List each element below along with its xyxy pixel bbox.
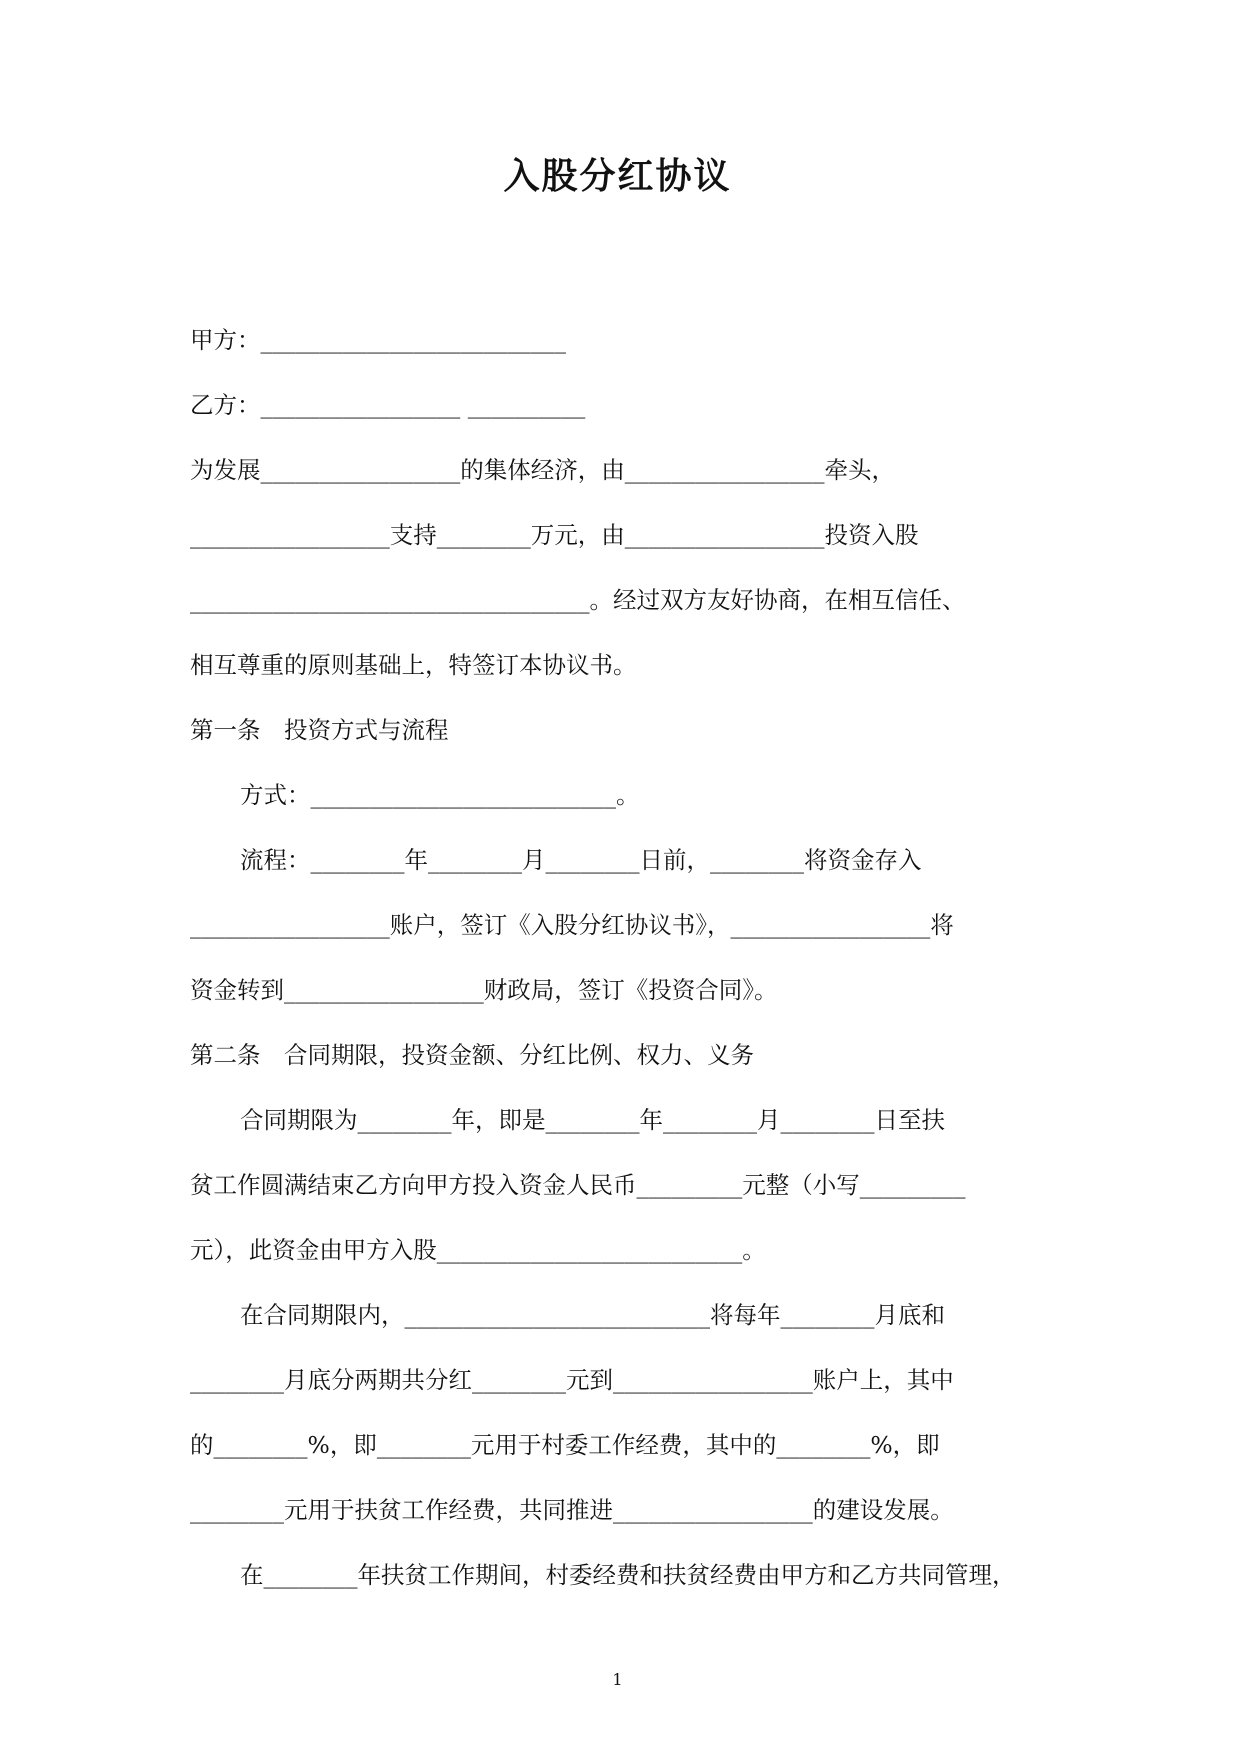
page-number: 1 — [612, 1670, 623, 1689]
article-1-process-line-2: _________________账户，签订《入股分红协议书》，_________________将 — [190, 911, 954, 939]
preamble-line-1: 为发展_________________的集体经济，由_________________牵头， — [190, 456, 895, 484]
article-2-dividend-line-4: ________元用于扶贫工作经费，共同推进_________________的建设发展。 — [190, 1496, 954, 1524]
article-2-dividend-line-1: 在合同期限内，__________________________将每年________月底和 — [240, 1301, 945, 1329]
article-2-management-line-1: 在________年扶贫工作期间，村委经费和扶贫经费由甲方和乙方共同管理， — [240, 1561, 1016, 1589]
document-body — [190, 308, 1050, 1608]
article-2-dividend-line-3: 的________%，即________元用于村委工作经费，其中的________%，即 — [190, 1431, 940, 1459]
article-2-dividend-line-2: ________月底分两期共分红________元到_________________账户上，其中 — [190, 1366, 954, 1394]
article-1-process-line-1: 流程：________年________月________日前，________将资金存入 — [240, 846, 922, 874]
article-2-term-line-2: 贫工作圆满结束乙方向甲方投入资金人民币_________元整（小写_________ — [190, 1171, 966, 1199]
preamble-line-2: _________________支持________万元，由_________________投资入股 — [190, 521, 919, 549]
article-2-heading: 第二条 合同期限，投资金额、分红比例、权力、义务 — [190, 1041, 754, 1069]
preamble-line-3: __________________________________。经过双方友好协商，在相互信任、 — [190, 586, 966, 614]
article-1-process-line-3: 资金转到_________________财政局，签订《投资合同》。 — [190, 976, 778, 1004]
document-title: 入股分红协议 — [503, 155, 732, 197]
article-2-term-line-3: 元），此资金由甲方入股__________________________。 — [190, 1236, 766, 1264]
party-a-line: 甲方：__________________________ — [190, 326, 566, 354]
party-b-line: 乙方：_________________ __________ — [190, 391, 586, 419]
article-1-method: 方式：__________________________。 — [240, 781, 640, 809]
preamble-line-4: 相互尊重的原则基础上，特签订本协议书。 — [190, 651, 637, 679]
article-2-term-line-1: 合同期限为________年，即是________年________月________日至扶 — [240, 1106, 945, 1134]
article-1-heading: 第一条 投资方式与流程 — [190, 716, 449, 744]
